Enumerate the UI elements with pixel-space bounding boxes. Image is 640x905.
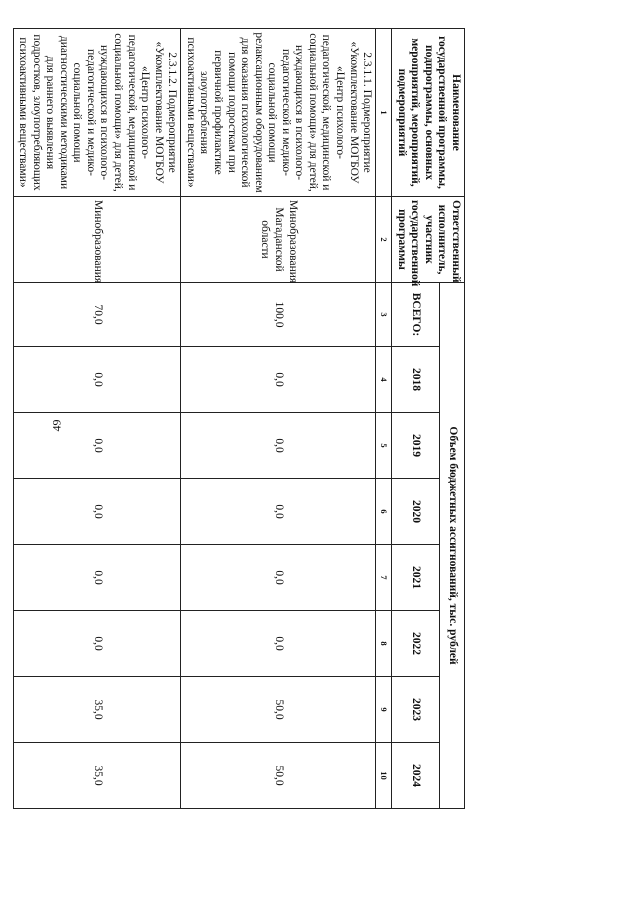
header-year: 2019 [392,413,440,479]
row-value: 0,0 [181,611,376,677]
column-index: 2 [376,197,392,283]
budget-sheet [17,28,465,808]
header-year: 2024 [392,743,440,809]
header-year: 2023 [392,677,440,743]
header-year: 2022 [392,611,440,677]
column-index: 9 [376,677,392,743]
header-year: 2020 [392,479,440,545]
row-value: 0,0 [13,545,181,611]
table-row [13,29,181,809]
column-index: 7 [376,545,392,611]
budget-table [13,28,465,809]
header-budget-group: Объем бюджетных ассигнований, тыс. рублей [440,283,465,809]
header-total: ВСЕГО: [392,283,440,347]
header-year: 2018 [392,347,440,413]
row-value: 0,0 [181,545,376,611]
row-name: 2.3.1.1. Подмероприятие «Укомплектование МОГБОУ «Центр психолого-педагогической, медицинской и социальной помощи» для детей, нуждающихся в психолого-педагогической и медико-социальной помощи релаксационным оборудованием для оказания психологической помощи подросткам при первичной профилактике злоупотребления психоактивными веществами» [181,29,376,197]
column-index: 8 [376,611,392,677]
row-value: 35,0 [13,677,181,743]
row-value: 0,0 [13,347,181,413]
header-executor: Ответственный исполнитель, участник государственной программы [392,197,465,283]
column-index: 3 [376,283,392,347]
page-number: 49 [49,419,64,432]
row-value: 0,0 [181,347,376,413]
row-value: 0,0 [181,413,376,479]
column-index: 6 [376,479,392,545]
row-value: 50,0 [181,677,376,743]
column-index-row [376,29,392,809]
row-value: 0,0 [13,479,181,545]
row-value: 35,0 [13,743,181,809]
header-name: Наименование государственной программы, подпрограммы, основных мероприятий, мероприятий, подмероприятий [392,29,465,197]
column-index: 1 [376,29,392,197]
row-value: 0,0 [13,413,181,479]
row-value: 50,0 [181,743,376,809]
table-row [181,29,376,809]
column-index: 10 [376,743,392,809]
row-name: 2.3.1.2. Подмероприятие «Укомплектование МОГБОУ «Центр психолого-педагогической, медицинской и социальной помощи» для детей, нуждающихся в психолого-педагогической и медико-социальной помощи диагностическими методиками для раннего выявления подростков, злоупотребляющих психоактивными веществами» [13,29,181,197]
row-executor: Минобразования Магаданской области [181,197,376,283]
row-total: 100,0 [181,283,376,347]
row-total: 70,0 [13,283,181,347]
column-index: 5 [376,413,392,479]
row-value: 0,0 [13,611,181,677]
column-index: 4 [376,347,392,413]
row-value: 0,0 [181,479,376,545]
header-year: 2021 [392,545,440,611]
row-executor: Минобразования [13,197,181,283]
